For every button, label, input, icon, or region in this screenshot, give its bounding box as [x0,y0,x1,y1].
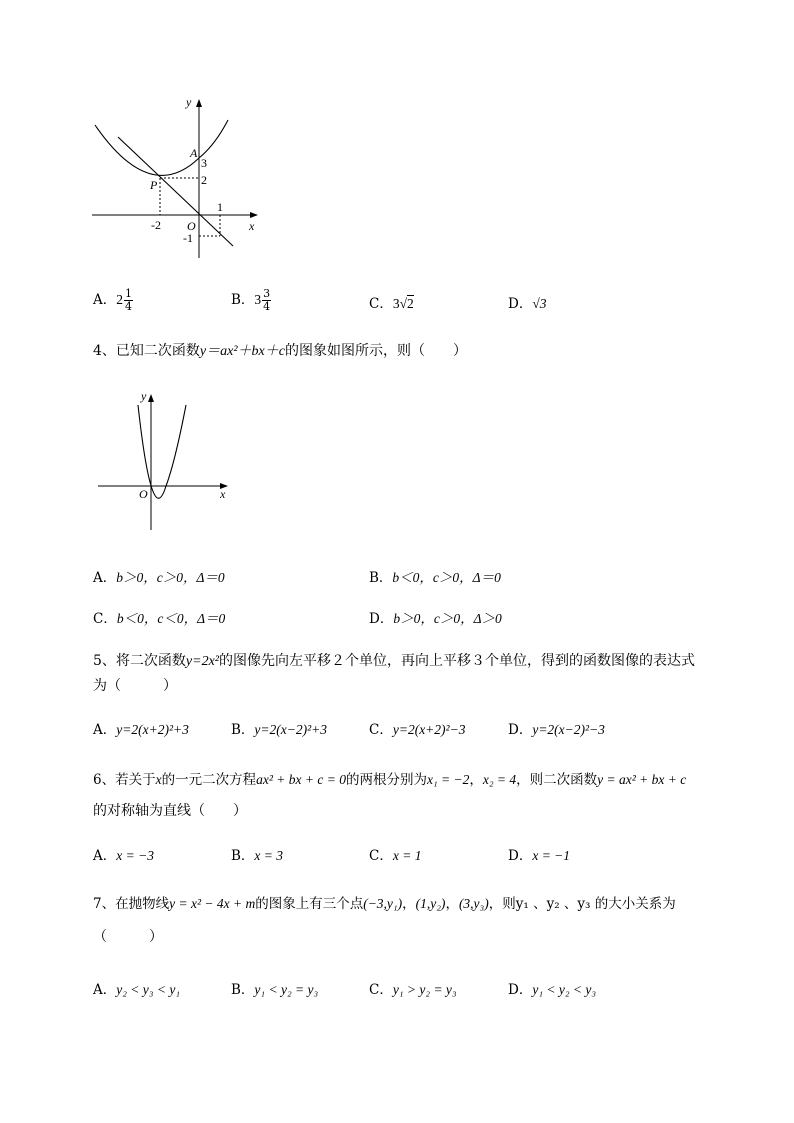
q3-option-a-den: 4 [125,300,132,313]
q7-number: 7、 [93,896,116,912]
q5-option-b[interactable] [231,718,327,738]
q7-stem-mid: 的图象上有三个点 [255,896,364,912]
q5-option-a-letter: A． [93,722,117,738]
q3-tick-neg2: -2 [151,218,161,232]
q6-number: 6、 [93,772,116,788]
q4-o-label: O [139,487,148,501]
q3-option-c-radicand: 2 [407,296,414,311]
q3-option-d-letter: D． [508,296,533,312]
q4-x-label: x [220,487,226,501]
q4-y-arrow [148,394,154,402]
q5-option-c-text: y=2(x+2)²−3 [392,722,466,737]
q4-stem [93,340,467,360]
q7-point-1: (−3,y₁) [363,896,403,911]
q7-option-d[interactable] [508,978,596,998]
q3-option-d-value: √3 [532,296,547,311]
q4-option-a-text: b＞0，c＞0，Δ＝0 [116,570,225,585]
sqrt-symbol: √ [399,296,408,311]
q6-stem-line2: 的对称轴为直线（ ） [93,803,247,819]
q3-x-label: x [249,219,255,233]
q3-p-label: P [150,178,158,192]
q5-option-b-letter: B． [231,722,255,738]
q3-option-a-num: 1 [125,287,132,300]
q6-option-b-text: x = 3 [254,848,284,863]
q3-option-b-whole: 3 [254,292,262,307]
q3-tick-3: 3 [201,156,207,170]
q6-option-b-letter: B． [231,848,255,864]
q3-y-arrow [196,99,202,107]
q5-stem-post: 的图像先向左平移２个单位，再向上平移３个单位，得到的函数图像的表达式 [219,653,695,669]
q4-option-d[interactable] [369,607,502,627]
q6-option-c[interactable] [369,844,421,864]
q3-option-b-fraction [262,288,271,313]
q3-o-label: O [187,219,196,233]
q5-option-c-letter: C． [369,722,393,738]
q4-option-c-text: b＜0，c＜0，Δ＝0 [116,611,226,626]
q5-stem [93,650,695,670]
q6-var-x: x [155,772,162,787]
q7-option-d-letter: D． [508,982,533,998]
q4-function: y＝ax²＋bx＋c [199,344,285,359]
q3-option-d[interactable] [508,292,547,312]
q6-equation: ax² + bx + c = 0 [256,772,346,787]
q6-stem-mid3: ，则二次函数 [516,772,598,788]
q4-number: 4、 [93,343,116,359]
q3-parabola [95,120,228,175]
q4-graph [95,385,235,533]
q7-option-a-text: y₂ < y₃ < y₁ [116,982,181,997]
q4-option-c-letter: C． [93,611,117,627]
q6-stem-pre: 若关于 [115,772,156,788]
q7-option-c-letter: C． [369,982,393,998]
q6-stem-mid2: 的两根分别为 [345,772,427,788]
q6-stem-mid1: 的一元二次方程 [161,772,257,788]
q5-function: y=2x² [185,654,219,669]
q7-option-d-text: y₁ < y₂ < y₃ [532,982,597,997]
q4-option-b[interactable] [369,566,501,586]
q3-tick-1: 1 [217,200,223,214]
q6-sep: ， [469,772,483,788]
q3-y-label: y [186,95,192,109]
q7-option-b[interactable] [231,978,318,998]
q3-tick-2: 2 [201,173,207,187]
q6-option-d[interactable] [508,844,570,864]
q7-option-b-text: y₁ < y₂ = y₃ [254,982,319,997]
q5-option-a[interactable] [93,718,189,738]
q3-option-a-fraction [124,288,133,313]
q7-stem: 7、在抛物线y = x² − 4x + m的图象上有三个点(−3,y₁)，(1,y₂)，(3,y₃)，则y₁ 、y₂ 、y₃ 的大小关系为 [93,896,676,912]
q5-stem-pre: 将二次函数 [115,653,186,669]
q7-option-a-letter: A． [93,982,117,998]
q4-option-a-letter: A． [93,570,117,586]
q7-stem-line2: （ ） [93,929,163,945]
q6-option-b[interactable] [231,844,283,864]
q4-stem-post: 的图象如图所示，则（ ） [284,343,467,359]
q6-option-a-letter: A． [93,848,117,864]
q6-option-c-text: x = 1 [392,848,422,863]
q6-option-c-letter: C． [369,848,393,864]
q7-function: y = x² − 4x + m [169,896,256,911]
q6-option-d-text: x = −1 [532,848,571,863]
q3-option-a-letter: A． [93,292,117,308]
q7-option-a[interactable] [93,978,180,998]
q6-root2: x₂ = 4 [482,772,517,787]
q4-option-b-letter: B． [369,570,393,586]
q3-a-label: A [190,146,198,160]
q3-option-c-coef: 3 [392,296,400,311]
q5-option-d[interactable] [508,718,605,738]
q4-option-d-text: b＞0，c＞0，Δ＞0 [393,611,502,626]
q6-option-a[interactable] [93,844,154,864]
q3-x-arrow [250,212,258,218]
q5-option-d-text: y=2(x−2)²−3 [532,722,605,737]
q6-option-a-text: x = −3 [116,848,154,863]
q5-option-d-letter: D． [508,722,533,738]
q3-tick-neg1: -1 [183,231,193,245]
q7-option-c-text: y₁ > y₂ = y₃ [392,982,457,997]
q5-option-b-text: y=2(x−2)²+3 [254,722,328,737]
q5-stem-line2: 为（ ） [93,678,177,694]
q7-option-b-letter: B． [231,982,255,998]
q4-option-d-letter: D． [369,611,394,627]
q4-y-label: y [141,389,147,403]
q4-option-b-text: b＜0，c＞0，Δ＝0 [392,570,501,585]
q7-point-2: (1,y₂) [415,896,446,911]
q3-graph [88,92,268,264]
q7-option-c[interactable] [369,978,457,998]
q3-option-a[interactable] [93,288,133,313]
q5-option-c[interactable] [369,718,465,738]
q6-stem [93,768,686,788]
q3-option-a-whole: 2 [116,292,123,307]
q3-option-b-den: 4 [263,300,271,313]
q7-stem-post: ，则y₁ 、y₂ 、y₃ 的大小关系为 [488,896,676,912]
q5-option-a-text: y=2(x+2)²+3 [116,722,189,737]
q4-parabola [138,405,186,498]
q3-option-c[interactable] [369,292,414,312]
q4-option-a[interactable] [93,566,225,586]
q4-option-c[interactable] [93,607,225,627]
q3-option-b-letter: B． [231,292,255,308]
q3-option-b[interactable] [231,288,271,313]
q3-option-c-letter: C． [369,296,393,312]
q5-number: 5、 [93,653,116,669]
q7-stem-pre: 在抛物线 [115,896,170,912]
q6-root1: x₁ = −2 [426,772,470,787]
q6-function: y = ax² + bx + c [597,772,687,787]
q3-option-b-num: 3 [263,287,271,300]
q4-stem-pre: 已知二次函数 [115,343,200,359]
q3-line [118,137,233,246]
q7-point-3: (3,y₃) [458,896,489,911]
q6-option-d-letter: D． [508,848,533,864]
